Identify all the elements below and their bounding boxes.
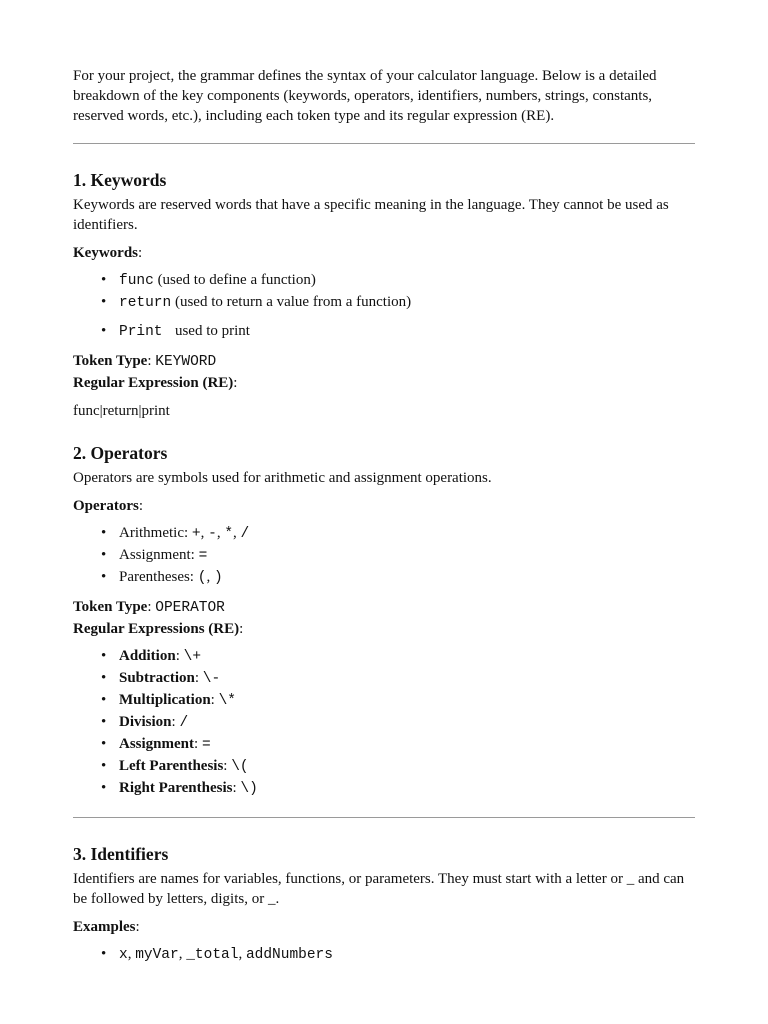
list-item: • Assignment: =	[119, 545, 695, 567]
operator-re-label: Regular Expressions (RE):	[73, 621, 244, 637]
list-item: • Subtraction: \-	[119, 668, 695, 690]
keyword-re-label: Regular Expression (RE):	[73, 375, 238, 391]
list-item: • Arithmetic: +, -, *, /	[119, 523, 695, 545]
list-item: • Addition: \+	[119, 646, 695, 668]
list-item: • Print used to print	[119, 321, 695, 343]
operator-re-list	[73, 646, 695, 800]
list-item: • Right Parenthesis: \)	[119, 778, 695, 800]
identifiers-examples-list	[73, 944, 695, 966]
list-item: • Assignment: =	[119, 734, 695, 756]
keywords-description: Keywords are reserved words that have a specific meaning in the language. They cannot be used as identifiers.	[73, 197, 669, 233]
list-item: • Multiplication: \*	[119, 690, 695, 712]
list-item: • x, myVar, _total, addNumbers	[119, 944, 695, 966]
list-item: • func (used to define a function)	[119, 270, 695, 292]
operators-description: Operators are symbols used for arithmetic and assignment operations.	[73, 470, 492, 486]
identifiers-description: Identifiers are names for variables, functions, or parameters. They must start with a letter or _ and can be followed by letters, digits, or _.	[73, 871, 685, 907]
identifiers-heading: 3. Identifiers	[73, 844, 169, 864]
identifiers-examples-label: Examples:	[73, 919, 140, 935]
keyword-re-value: func|return|print	[73, 403, 170, 419]
keywords-list-label: Keywords:	[73, 245, 143, 261]
operators-list-label: Operators:	[73, 498, 143, 514]
intro-paragraph: For your project, the grammar defines the syntax of your calculator language. Below is a detailed breakdown of the key components (keywords, operators, identifiers, numbers, strings, constants, reserved words, etc.), including each token type and its regular expression (RE).	[73, 68, 657, 124]
operator-token-type: Token Type: OPERATOR	[73, 599, 225, 616]
keywords-list	[73, 270, 695, 343]
keywords-heading: 1. Keywords	[73, 170, 167, 190]
keyword-token-type: Token Type: KEYWORD	[73, 353, 217, 370]
document-body	[73, 66, 695, 966]
divider	[73, 817, 695, 818]
list-item: • Parentheses: (, )	[119, 567, 695, 589]
operators-heading: 2. Operators	[73, 443, 168, 463]
divider	[73, 143, 695, 144]
operators-list	[73, 523, 695, 589]
list-item: • return (used to return a value from a function)	[119, 292, 695, 314]
list-item: • Left Parenthesis: \(	[119, 756, 695, 778]
list-item: • Division: /	[119, 712, 695, 734]
